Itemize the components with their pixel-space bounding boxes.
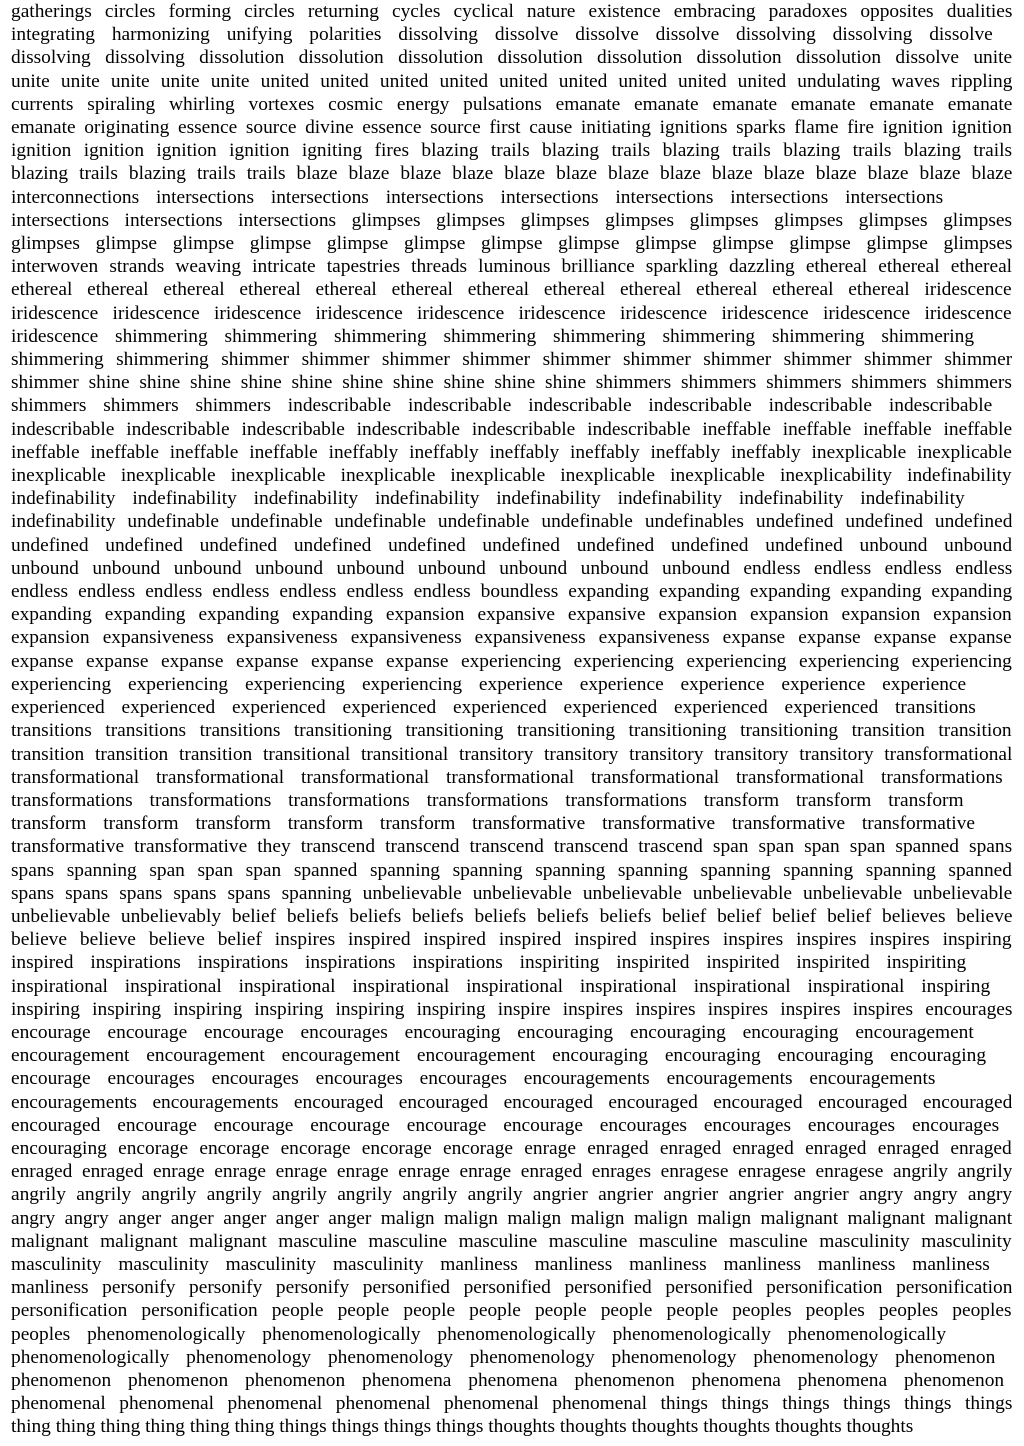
text-line: expanse expanse expanse expanse expanse expanse experiencing experiencing experiencing experiencing experiencing	[11, 650, 1012, 672]
text-line: transitions transitions transitions transitioning transitioning transitioning transitioning transitioning transition transition	[11, 720, 1012, 742]
text-line: inexplicable inexplicable inexplicable inexplicable inexplicable inexplicable inexplicable inexplicability indefinability	[11, 465, 1012, 487]
text-line: manliness personify personify personify personified personified personified personified personification personification	[11, 1277, 1012, 1299]
text-line: dissolving dissolving dissolution dissolution dissolution dissolution dissolution dissolution dissolution dissolve unite	[11, 47, 1012, 69]
text-line: inspired inspirations inspirations inspirations inspirations inspiriting inspirited inspirited inspirited inspiriting	[11, 952, 967, 974]
text-line: gatherings circles forming circles returning cycles cyclical nature existence embracing paradoxes opposites dualities	[11, 1, 1012, 22]
text-line: undefined undefined undefined undefined undefined undefined undefined undefined undefined unbound unbound	[11, 534, 1012, 556]
text-line: endless endless endless endless endless endless endless boundless expanding expanding expanding expanding expanding	[11, 581, 1012, 603]
text-line: spans spanning span span span spanned spanning spanning spanning spanning spanning spanning spanning spanned	[11, 859, 1012, 881]
text-line: encouraging encorage encorage encorage encorage encorage enrage enraged enraged enraged enraged enraged enraged	[11, 1137, 1012, 1159]
text-line: iridescence iridescence iridescence iridescence iridescence iridescence iridescence iridescence iridescence iridescence	[11, 302, 1012, 324]
text-line: currents spiraling whirling vortexes cosmic energy pulsations emanate emanate emanate emanate emanate emanate	[11, 93, 1012, 115]
text-line: expansion expansiveness expansiveness expansiveness expansiveness expansiveness expanse expanse expanse expanse	[11, 627, 1012, 649]
text-line: unbelievable unbelievably belief beliefs beliefs beliefs beliefs beliefs beliefs belief belief belief belief believes believe	[11, 905, 1012, 927]
text-line: expanding expanding expanding expanding expansion expansive expansive expansion expansion expansion expansion	[11, 604, 1012, 626]
text-line: transformations transformations transformations transformations transformations transform transform transform	[11, 789, 964, 811]
text-line: iridescence shimmering shimmering shimmering shimmering shimmering shimmering shimmering shimmering	[11, 325, 975, 347]
body-text	[11, 0, 1012, 1439]
text-line: ignition ignition ignition ignition igniting fires blazing trails blazing trails blazing trails blazing trails blazing trails	[11, 140, 1012, 162]
text-line: transform transform transform transform transform transformative transformative transformative transformative	[11, 813, 975, 835]
text-line: ethereal ethereal ethereal ethereal ethereal ethereal ethereal ethereal ethereal ethereal ethereal ethereal iridescence	[11, 279, 1012, 301]
text-line: malignant malignant malignant masculine masculine masculine masculine masculine masculine masculinity masculinity	[11, 1230, 1012, 1252]
text-line: indefinability indefinability indefinability indefinability indefinability indefinability indefinability indefinability	[11, 488, 965, 510]
text-line: unite unite unite unite unite united united united united united united united united united undulating waves rippling	[11, 70, 1012, 92]
text-line: transformational transformational transformational transformational transformational transformational transformations	[11, 766, 1003, 788]
text-line: masculinity masculinity masculinity masculinity manliness manliness manliness manliness manliness manliness	[11, 1253, 990, 1275]
text-line: phenomenal phenomenal phenomenal phenomenal phenomenal phenomenal things things things things things things	[11, 1393, 1012, 1415]
text-line: interconnections intersections intersections intersections intersections intersections intersections intersections	[11, 186, 944, 208]
text-line: enraged enraged enrage enrage enrage enrage enrage enrage enraged enrages enragese enragese enragese angrily angrily	[11, 1161, 1012, 1183]
text-line: phenomenon phenomenon phenomenon phenomena phenomena phenomenon phenomena phenomena phenomenon	[11, 1369, 1005, 1391]
text-line: inspiring inspiring inspiring inspiring inspiring inspiring inspire inspires inspires inspires inspires inspires encourages	[11, 998, 1012, 1020]
text-line: personification personification people people people people people people people peoples peoples peoples peoples	[11, 1300, 1012, 1322]
text-line: integrating harmonizing unifying polarities dissolving dissolve dissolve dissolve dissolving dissolving dissolve	[11, 24, 993, 46]
text-line: unbound unbound unbound unbound unbound unbound unbound unbound unbound endless endless endless endless	[11, 557, 1012, 579]
text-line: shimmer shine shine shine shine shine shine shine shine shine shine shimmers shimmers shimmers shimmers shimmers	[11, 372, 1012, 394]
text-line: spans spans spans spans spans spanning unbelievable unbelievable unbelievable unbelievable unbelievable unbelievable	[11, 882, 1012, 904]
text-line: thing thing thing thing thing thing things things things things thoughts thoughts thoughts thoughts thoughts thoughts	[11, 1416, 914, 1438]
text-line: encouragement encouragement encouragement encouragement encouraging encouraging encouraging encouraging	[11, 1045, 987, 1067]
text-line: inspirational inspirational inspirational inspirational inspirational inspirational inspirational inspirational inspiring	[11, 975, 991, 997]
text-line: transformative transformative they transcend transcend transcend transcend trascend span span span span spanned spans	[11, 836, 1012, 858]
text-line: angry angry anger anger anger anger anger malign malign malign malign malign malign malignant malignant malignant	[11, 1207, 1012, 1229]
text-line: phenomenologically phenomenology phenomenology phenomenology phenomenology phenomenology phenomenon	[11, 1346, 996, 1368]
text-line: glimpses glimpse glimpse glimpse glimpse glimpse glimpse glimpse glimpse glimpse glimpse glimpse glimpses	[11, 233, 1012, 255]
text-line: encouraged encourage encourage encourage encourage encourage encourages encourages encourages encourages	[11, 1114, 1000, 1136]
text-line: indescribable indescribable indescribable indescribable indescribable indescribable ineffable ineffable ineffable ineffable	[11, 418, 1012, 440]
text-line: indefinability undefinable undefinable undefinable undefinable undefinable undefinables undefined undefined undefined	[11, 511, 1012, 533]
text-line: shimmers shimmers shimmers indescribable indescribable indescribable indescribable indescribable indescribable	[11, 395, 993, 417]
text-line: emanate originating essence source divine essence source first cause initiating ignitions sparks flame fire ignition ignition	[11, 117, 1012, 139]
text-line: encouragements encouragements encouraged encouraged encouraged encouraged encouraged encouraged encouraged	[11, 1091, 1012, 1113]
text-line: believe believe believe belief inspires inspired inspired inspired inspired inspires inspires inspires inspires inspiring	[11, 929, 1012, 951]
text-line: angrily angrily angrily angrily angrily angrily angrily angrily angrier angrier angrier angrier angrier angry angry angry	[11, 1184, 1012, 1206]
text-line: encourage encourage encourage encourages encouraging encouraging encouraging encouraging encouragement	[11, 1021, 974, 1043]
text-line: peoples phenomenologically phenomenologically phenomenologically phenomenologically phenomenologically	[11, 1323, 947, 1345]
text-line: interwoven strands weaving intricate tapestries threads luminous brilliance sparkling dazzling ethereal ethereal ethereal	[11, 256, 1012, 278]
text-line: experiencing experiencing experiencing experiencing experience experience experience experience experience	[11, 673, 967, 695]
text-line: intersections intersections intersections glimpses glimpses glimpses glimpses glimpses glimpses glimpses glimpses	[11, 209, 1012, 231]
text-line: shimmering shimmering shimmer shimmer shimmer shimmer shimmer shimmer shimmer shimmer shimmer shimmer	[11, 349, 1012, 371]
text-line: experienced experienced experienced experienced experienced experienced experienced experienced transitions	[11, 697, 976, 719]
text-line: blazing trails blazing trails trails blaze blaze blaze blaze blaze blaze blaze blaze blaze blaze blaze blaze blaze blaze	[11, 163, 1012, 185]
text-line: ineffable ineffable ineffable ineffable ineffably ineffably ineffably ineffably ineffably ineffably inexplicable inexplicable	[11, 441, 1012, 463]
text-line: encourage encourages encourages encourages encourages encouragements encouragements encouragements	[11, 1068, 936, 1090]
text-line: transition transition transition transitional transitional transitory transitory transitory transitory transitory transformational	[11, 743, 1012, 765]
